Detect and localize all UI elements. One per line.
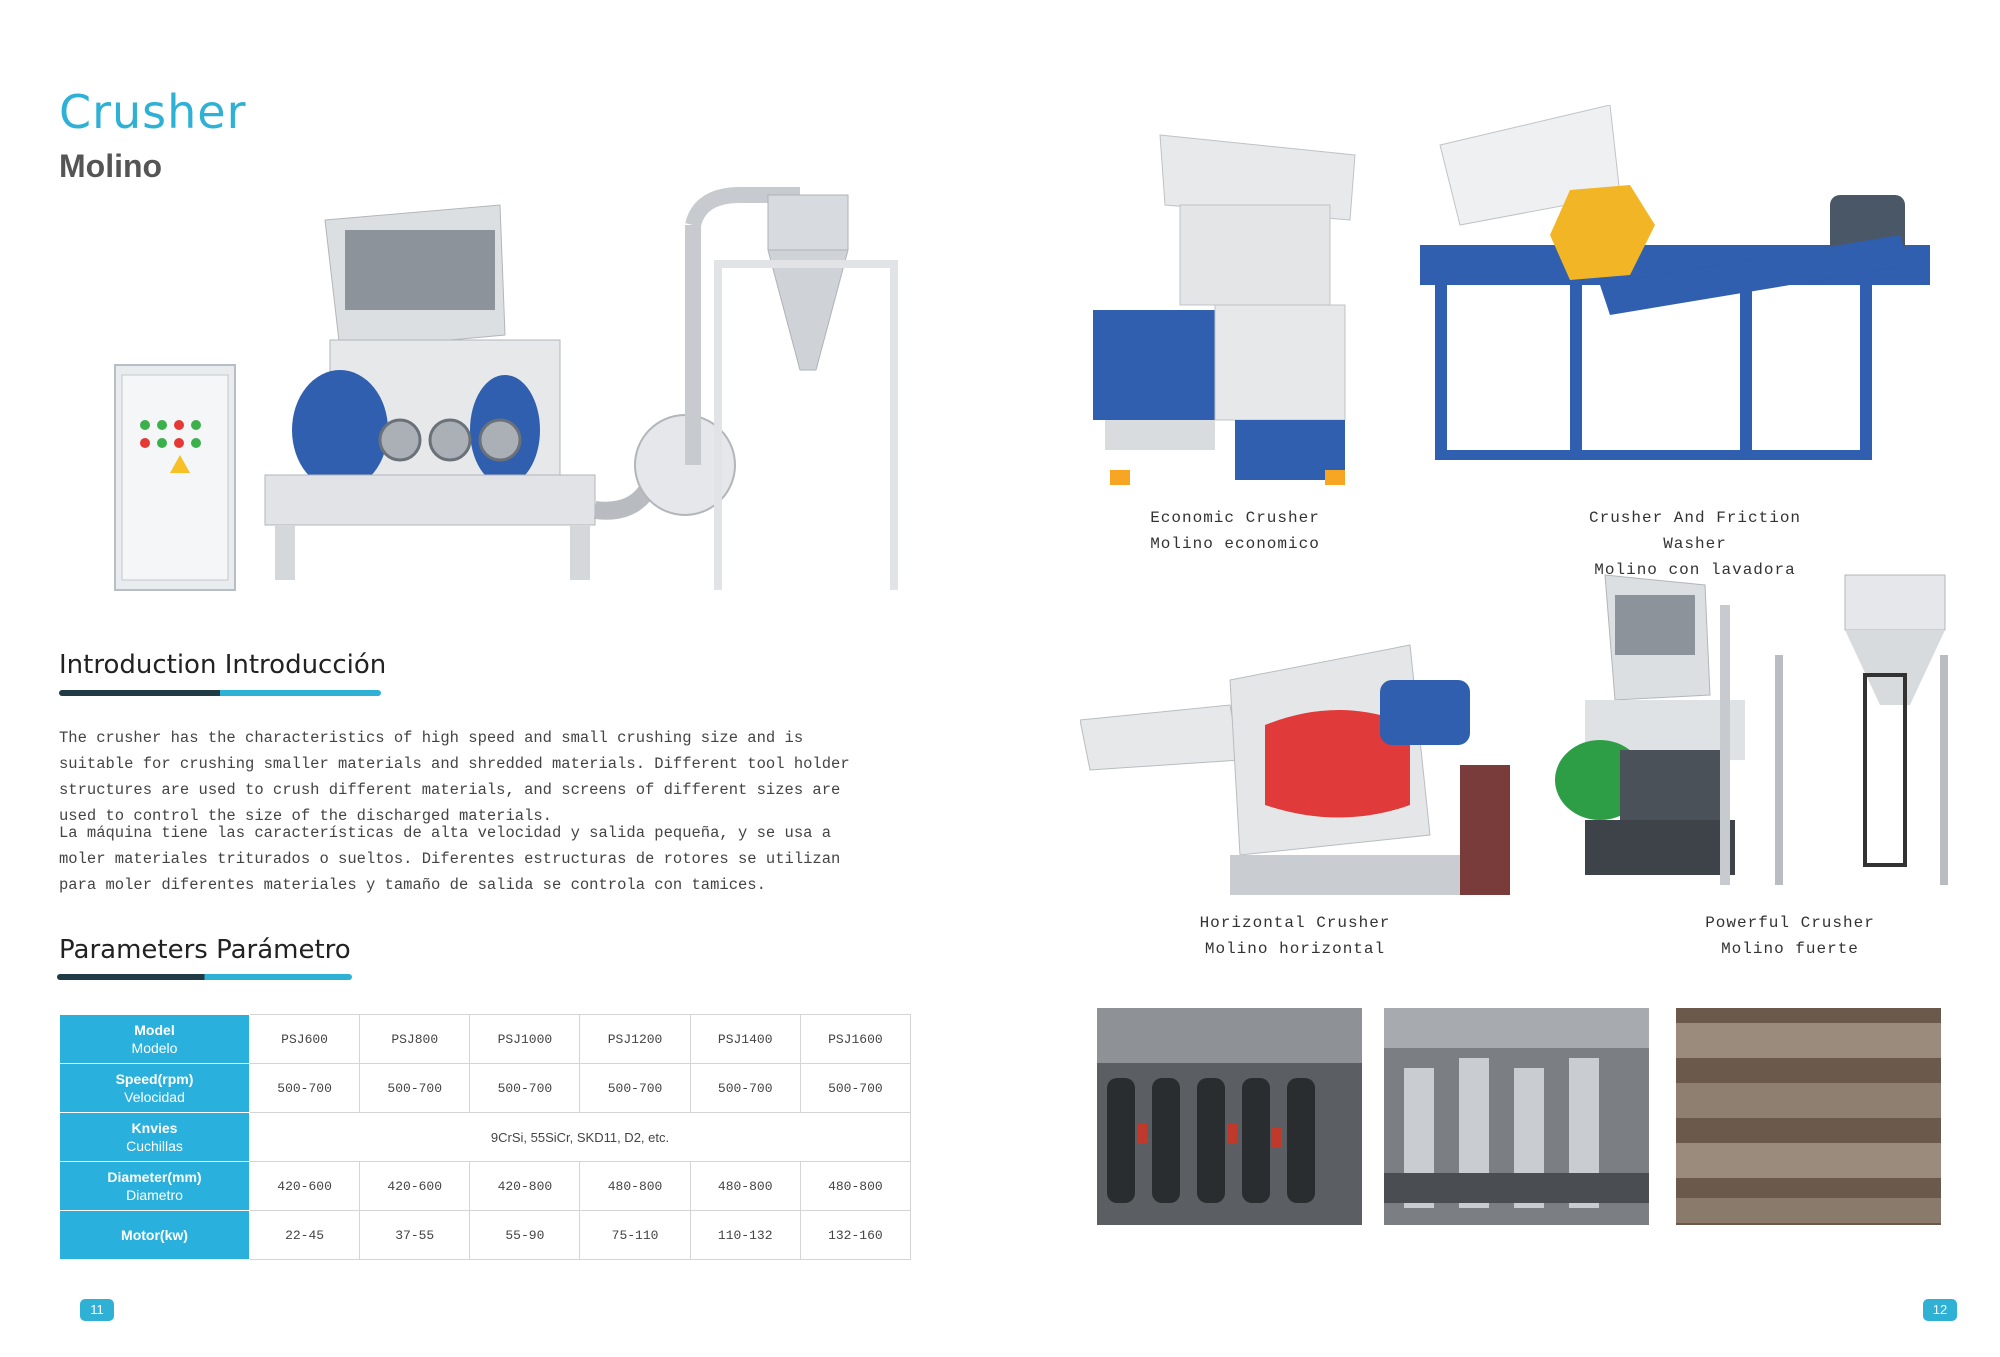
table-cell: 22-45 — [250, 1211, 360, 1260]
table-row — [60, 1015, 911, 1064]
page-title: Crusher — [59, 85, 247, 139]
row-label-en: Motor(kw) — [121, 1227, 188, 1243]
table-cell: PSJ600 — [250, 1015, 360, 1064]
row-label-es: Modelo — [131, 1040, 178, 1056]
row-label-es: Diametro — [126, 1187, 183, 1203]
rotor-detail-image-3 — [1676, 1008, 1941, 1225]
table-cell: 500-700 — [800, 1064, 910, 1113]
table-cell: 110-132 — [690, 1211, 800, 1260]
table-row — [60, 1162, 911, 1211]
main-crusher-line-image — [100, 185, 920, 605]
table-cell: PSJ1000 — [470, 1015, 580, 1064]
intro-paragraph-es: La máquina tiene las características de alta velocidad y salida pequeña, y se usa a moler materiales triturados o sueltos. Diferentes estructuras de rotores se utilizan para moler diferentes materiales y tamaño de salida se controla con tamices. — [59, 824, 841, 894]
params-heading: Parameters Parámetro — [59, 935, 351, 965]
horizontal-crusher-image — [1080, 635, 1520, 920]
table-cell: 420-600 — [360, 1162, 470, 1211]
page-number-right: 12 — [1923, 1299, 1957, 1321]
table-cell-merged: 9CrSi, 55SiCr, SKD11, D2, etc. — [250, 1113, 911, 1162]
caption-es: Molino economico — [1150, 535, 1320, 553]
table-cell: PSJ800 — [360, 1015, 470, 1064]
table-cell: 480-800 — [800, 1162, 910, 1211]
intro-heading-underline — [59, 690, 381, 696]
row-label-en: Speed(rpm) — [115, 1071, 194, 1087]
parameters-table — [59, 1014, 911, 1260]
table-cell: 500-700 — [690, 1064, 800, 1113]
table-cell: 132-160 — [800, 1211, 910, 1260]
crusher-friction-washer-image — [1420, 105, 1940, 475]
table-row — [60, 1113, 911, 1162]
table-cell: PSJ1400 — [690, 1015, 800, 1064]
caption-en: Powerful Crusher — [1705, 914, 1875, 932]
caption-horizontal-crusher — [1195, 910, 1395, 962]
caption-en: Horizontal Crusher — [1199, 914, 1391, 932]
table-cell: PSJ1200 — [580, 1015, 690, 1064]
table-cell: 480-800 — [580, 1162, 690, 1211]
table-cell: 420-600 — [250, 1162, 360, 1211]
rotor-detail-image-2 — [1384, 1008, 1649, 1225]
powerful-crusher-image — [1545, 565, 1965, 925]
economic-crusher-image — [1085, 130, 1375, 495]
row-label-es: Velocidad — [124, 1089, 185, 1105]
table-row — [60, 1064, 911, 1113]
intro-paragraph-en: The crusher has the characteristics of high speed and small crushing size and is suitable for crushing smaller materials and shredded materials. Different tool holder structures are used to crush different materials, and screens of different sizes are used to control the size of the discharged materials. — [59, 729, 850, 825]
caption-powerful-crusher — [1690, 910, 1890, 962]
table-cell: 37-55 — [360, 1211, 470, 1260]
caption-es: Molino horizontal — [1204, 940, 1386, 958]
table-cell: 75-110 — [580, 1211, 690, 1260]
table-cell: PSJ1600 — [800, 1015, 910, 1064]
row-label-en: Model — [134, 1022, 175, 1038]
table-cell: 500-700 — [360, 1064, 470, 1113]
table-cell: 420-800 — [470, 1162, 580, 1211]
table-cell: 500-700 — [470, 1064, 580, 1113]
intro-heading: Introduction Introducción — [59, 650, 387, 680]
table-cell: 500-700 — [250, 1064, 360, 1113]
table-row — [60, 1211, 911, 1260]
row-label-en: Knvies — [131, 1120, 178, 1136]
table-cell: 500-700 — [580, 1064, 690, 1113]
table-cell: 480-800 — [690, 1162, 800, 1211]
page-subtitle: Molino — [59, 148, 163, 184]
row-label-es: Cuchillas — [126, 1138, 183, 1154]
caption-es: Molino fuerte — [1721, 940, 1859, 958]
caption-economic-crusher — [1125, 505, 1345, 557]
page-number-left: 11 — [80, 1299, 114, 1321]
rotor-detail-image-1 — [1097, 1008, 1362, 1225]
caption-es: Molino con lavadora — [1594, 561, 1796, 579]
caption-en: Crusher And Friction Washer — [1588, 509, 1802, 553]
caption-en: Economic Crusher — [1150, 509, 1320, 527]
table-cell: 55-90 — [470, 1211, 580, 1260]
row-label-en: Diameter(mm) — [107, 1169, 202, 1185]
params-heading-underline — [57, 974, 352, 980]
